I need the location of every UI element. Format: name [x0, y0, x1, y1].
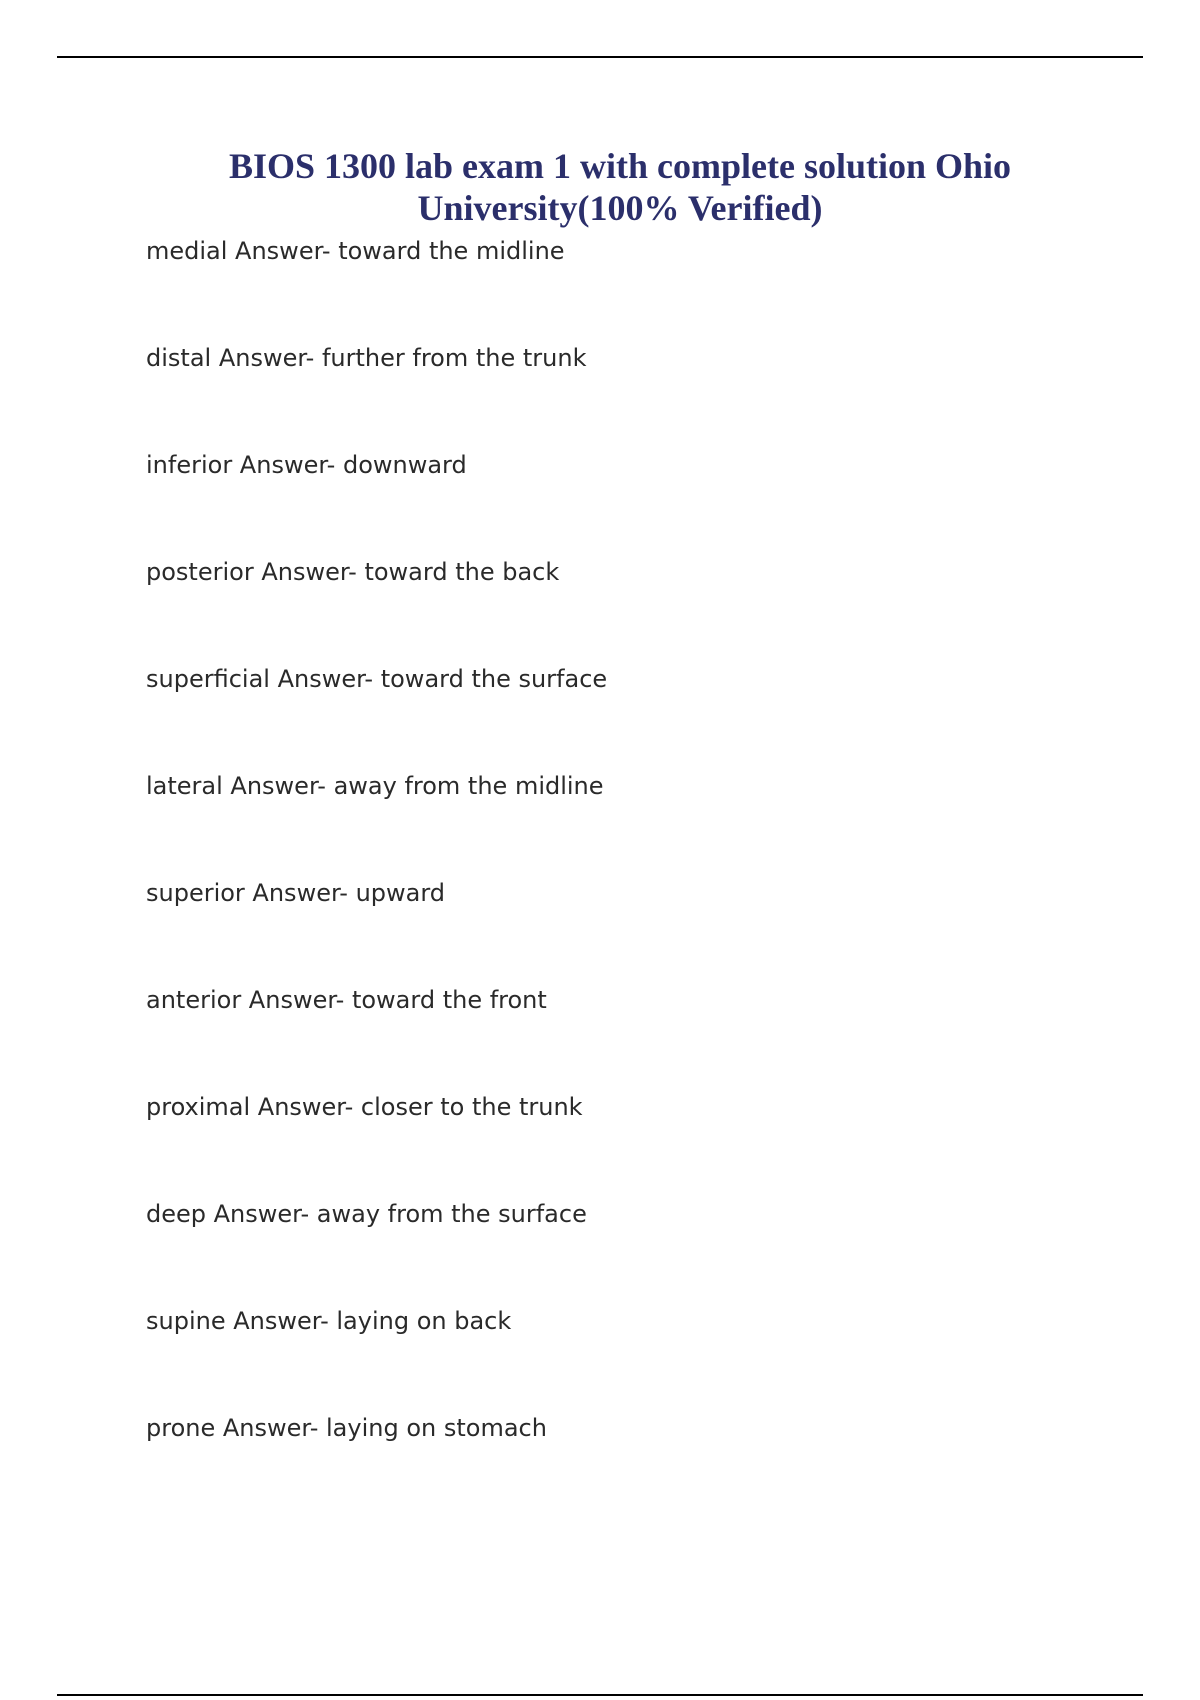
qa-item: anterior Answer- toward the front — [146, 986, 547, 1014]
qa-item: inferior Answer- downward — [146, 451, 467, 479]
title-line-2: University(100% Verified) — [417, 188, 823, 228]
qa-item: deep Answer- away from the surface — [146, 1200, 587, 1228]
qa-item: proximal Answer- closer to the trunk — [146, 1093, 583, 1121]
qa-item: superior Answer- upward — [146, 879, 446, 907]
header-rule — [57, 56, 1143, 58]
qa-list — [146, 231, 607, 1515]
qa-item: superficial Answer- toward the surface — [146, 665, 608, 693]
qa-item: medial Answer- toward the midline — [146, 237, 565, 265]
qa-item: distal Answer- further from the trunk — [146, 344, 587, 372]
qa-item: supine Answer- laying on back — [146, 1307, 512, 1335]
title-line-1: BIOS 1300 lab exam 1 with complete solution Ohio — [228, 146, 1012, 186]
qa-item: posterior Answer- toward the back — [146, 558, 560, 586]
qa-item: lateral Answer- away from the midline — [146, 772, 604, 800]
document-title — [145, 145, 1095, 229]
qa-item: prone Answer- laying on stomach — [146, 1414, 547, 1442]
footer-rule — [57, 1694, 1143, 1696]
